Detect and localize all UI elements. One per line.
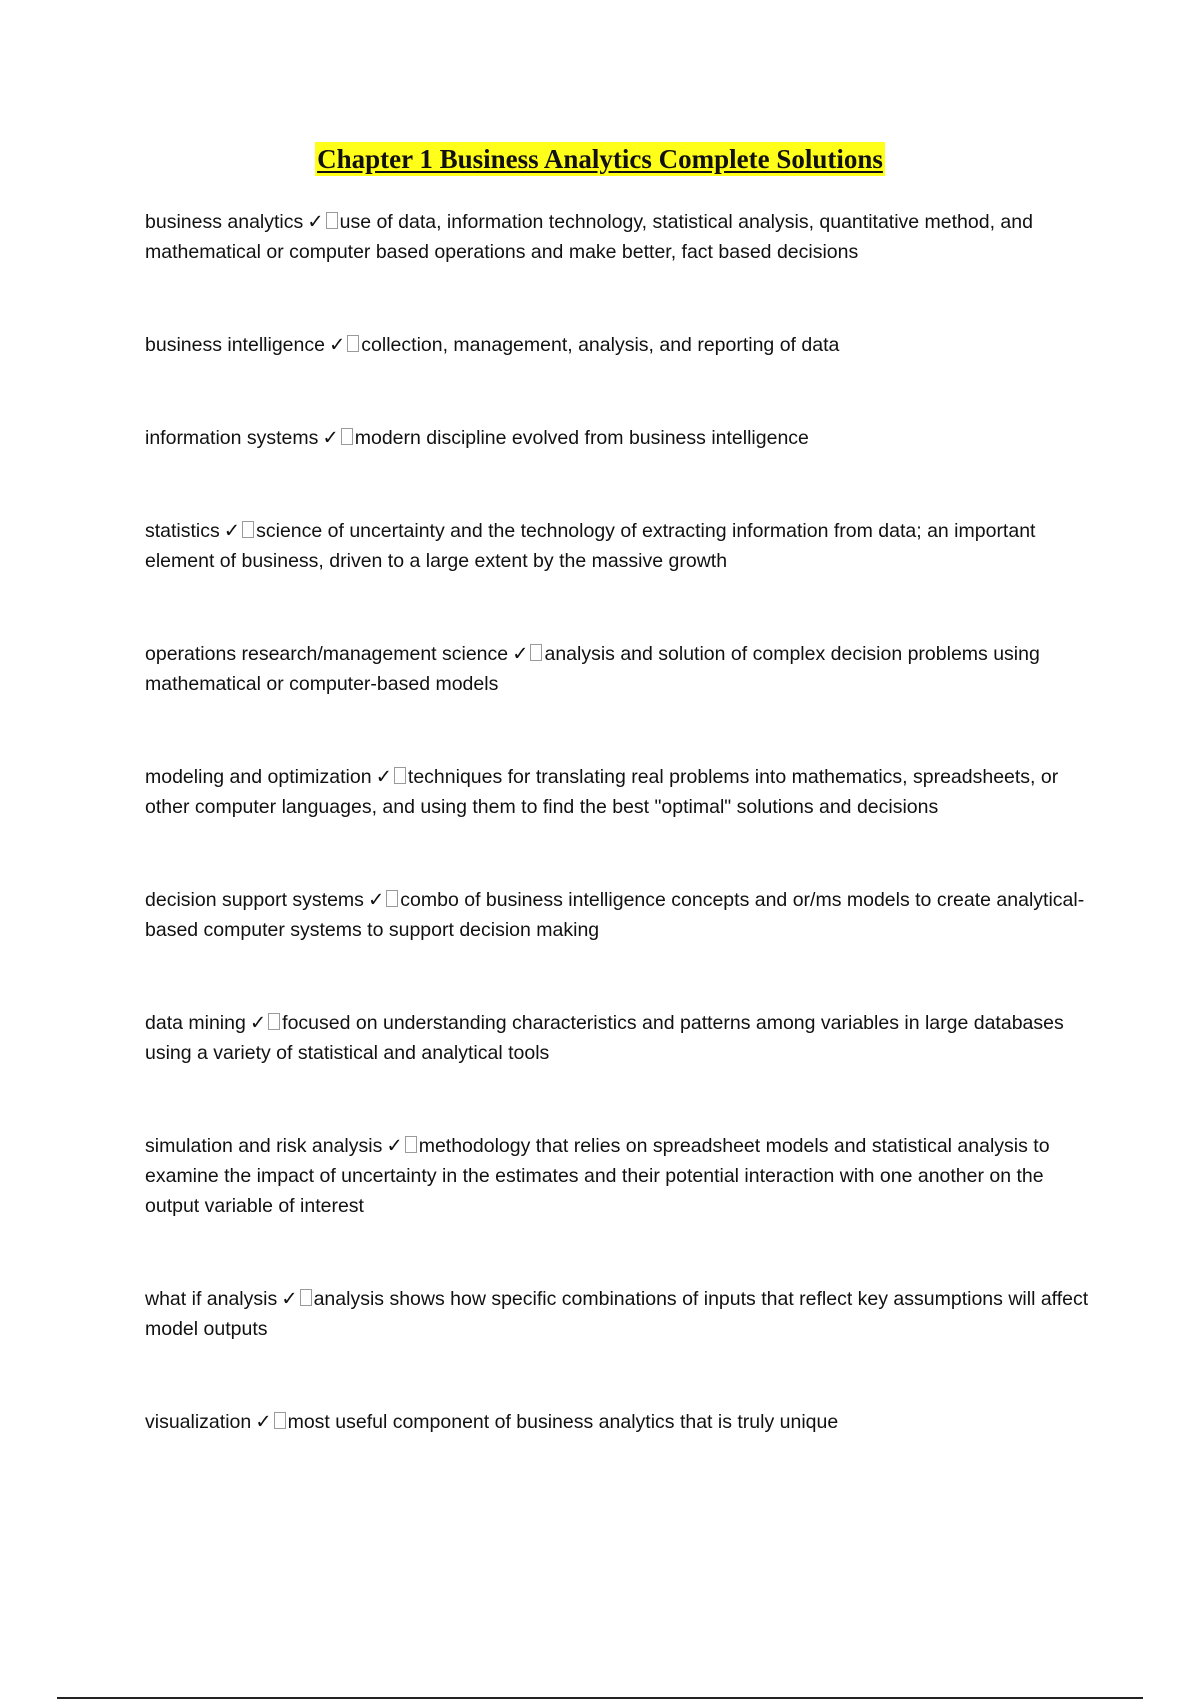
entry-term: business analytics: [145, 211, 304, 233]
list-item: [145, 1131, 1090, 1221]
check-icon: ✓: [255, 1411, 272, 1433]
entry-definition: combo of business intelligence concepts and or/ms models to create analytical-based computer systems to support decision making: [145, 889, 1085, 941]
check-icon: ✓: [307, 211, 324, 233]
missing-glyph-box-icon: [274, 1412, 286, 1429]
entry-definition: techniques for translating real problems into mathematics, spreadsheets, or other computer languages, and using them to find the best "optimal" solutions and decisions: [145, 766, 1059, 818]
list-item: [145, 1284, 1090, 1344]
entry-definition: analysis and solution of complex decision problems using mathematical or computer-based models: [145, 643, 1040, 695]
missing-glyph-box-icon: [530, 644, 542, 661]
check-icon: ✓: [328, 334, 346, 356]
check-icon: ✓: [249, 1012, 267, 1034]
list-item: [145, 1407, 1090, 1437]
missing-glyph-box-icon: [347, 335, 359, 352]
page-title: Chapter 1 Business Analytics Complete Solutions: [317, 144, 883, 174]
title-wrap: [0, 142, 1200, 176]
list-item: [145, 762, 1090, 822]
missing-glyph-box-icon: [300, 1289, 312, 1306]
entry-term: visualization: [145, 1411, 252, 1433]
entry-definition: analysis shows how specific combinations of inputs that reflect key assumptions will affect model outputs: [145, 1288, 1089, 1340]
list-item: [145, 516, 1090, 576]
entry-term: decision support systems: [145, 889, 364, 911]
missing-glyph-box-icon: [268, 1013, 280, 1030]
entry-term: information systems: [145, 427, 319, 449]
entry-list: [145, 207, 1090, 1500]
entry-term: what if analysis: [145, 1288, 278, 1310]
list-item: [145, 885, 1090, 945]
missing-glyph-box-icon: [394, 767, 406, 784]
entry-definition: modern discipline evolved from business intelligence: [354, 427, 809, 449]
check-icon: ✓: [386, 1135, 403, 1157]
list-item: [145, 639, 1090, 699]
check-icon: ✓: [512, 643, 529, 665]
footer-divider: [57, 1697, 1143, 1699]
missing-glyph-box-icon: [242, 521, 254, 538]
list-item: [145, 423, 1090, 453]
entry-definition: focused on understanding characteristics and patterns among variables in large databases using a variety of statistical and analytical tools: [145, 1012, 1064, 1064]
missing-glyph-box-icon: [405, 1136, 417, 1153]
entry-definition: methodology that relies on spreadsheet models and statistical analysis to examine the impact of uncertainty in the estimates and their potential interaction with one another on the output variable of interest: [145, 1135, 1050, 1217]
check-icon: ✓: [375, 766, 392, 788]
entry-term: modeling and optimization: [145, 766, 372, 788]
entry-term: data mining: [145, 1012, 246, 1034]
missing-glyph-box-icon: [386, 890, 398, 907]
entry-term: statistics: [145, 520, 220, 542]
entry-definition: use of data, information technology, statistical analysis, quantitative method, and mathematical or computer based operations and make better, fact based decisions: [145, 211, 1033, 263]
entry-term: operations research/management science: [145, 643, 509, 665]
entry-definition: most useful component of business analytics that is truly unique: [287, 1411, 839, 1433]
check-icon: ✓: [281, 1288, 298, 1310]
check-icon: ✓: [367, 889, 385, 911]
entry-term: simulation and risk analysis: [145, 1135, 383, 1157]
missing-glyph-box-icon: [326, 212, 338, 229]
list-item: [145, 207, 1090, 267]
missing-glyph-box-icon: [341, 428, 353, 445]
entry-term: business intelligence: [145, 334, 325, 356]
check-icon: ✓: [223, 520, 241, 542]
check-icon: ✓: [322, 427, 339, 449]
list-item: [145, 1008, 1090, 1068]
entry-definition: collection, management, analysis, and reporting of data: [361, 334, 840, 356]
entry-definition: science of uncertainty and the technology of extracting information from data; an important element of business, driven to a large extent by the massive growth: [145, 520, 1036, 572]
list-item: [145, 330, 1090, 360]
